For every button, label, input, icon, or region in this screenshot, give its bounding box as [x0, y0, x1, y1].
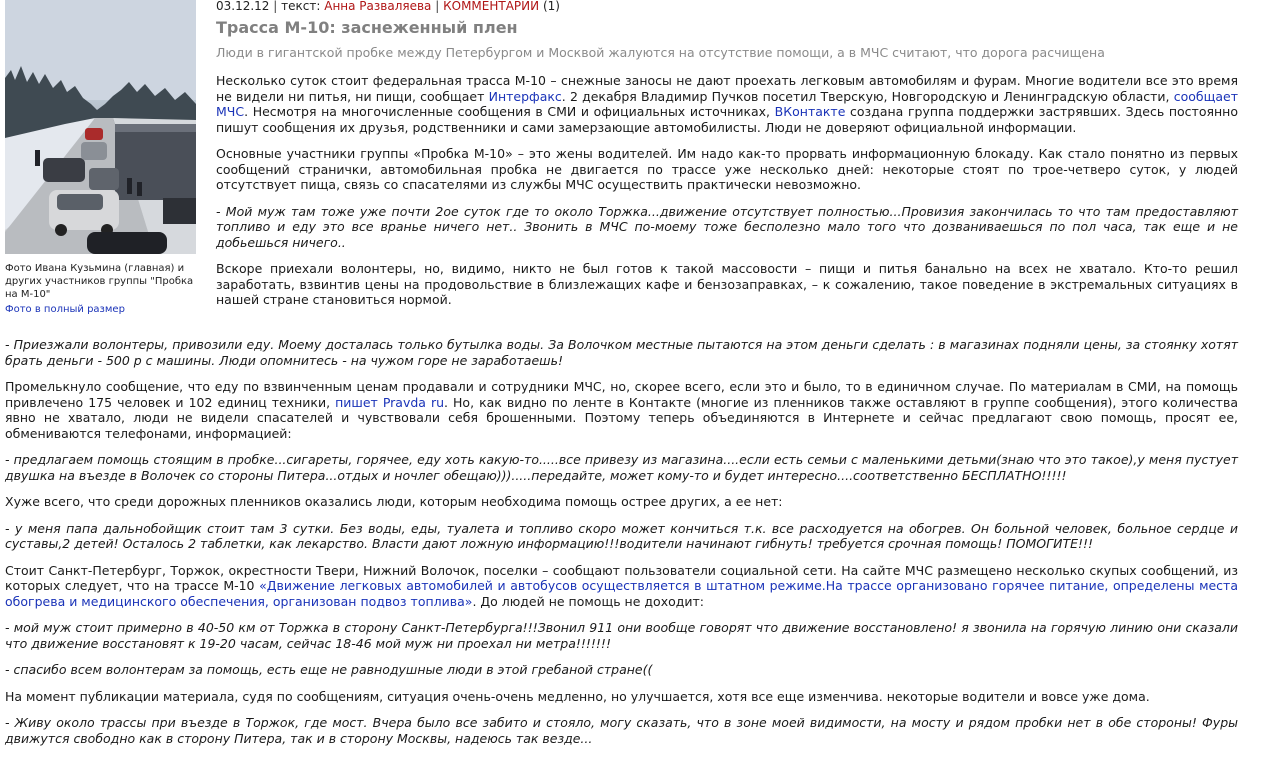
comments-link[interactable]: КОММЕНТАРИИ: [443, 0, 540, 13]
quote-2: - Приезжали волонтеры, привозили еду. Моему досталась только бутылка воды. За Волочком местные пытаются на этом деньги сделать : в магазинах подняли цены, за стоянку хотят брать деньги - 500 р с машины. Люди опомнитесь - на чужом горе не заработаешь!: [5, 337, 1238, 368]
article-lead: Люди в гигантской пробке между Петербургом и Москвой жалуются на отсутствие помощи, а в МЧС считают, что дорога расчищена: [216, 45, 1105, 60]
article-title: Трасса М-10: заснеженный плен: [216, 18, 518, 37]
article-photo[interactable]: [5, 0, 196, 254]
article-date: 03.12.12: [216, 0, 270, 13]
meta-separator: |: [273, 0, 278, 13]
photo-caption: [5, 262, 197, 316]
mchs-quote-link[interactable]: «Движение легковых автомобилей и автобусов осуществляется в штатном режиме.На трассе организовано горячее питание, определены места обогрева и медицинского обеспечения, организован подвоз топлива»: [5, 578, 1238, 609]
quote-7: - Живу около трассы при въезде в Торжок, где мост. Вчера было все забито и стояло, могу сказать, что в зоне моей видимости, на мосту и рядом пробки нет в обе стороны! Фуры движутся свободно как в сторону Питера, так и в сторону Москвы, надеюсь так везде...: [5, 715, 1238, 746]
quote-5: - мой муж стоит примерно в 40-50 км от Торжка в сторону Санкт-Петербурга!!!Звонил 911 они вообще говорят что движение восстановлено! я звонила на горячую линию они сказали что движение восстановят к 19-20 часам, сейчас 18-46 мой муж ни проехал ни метра!!!!!!!: [5, 620, 1238, 651]
photo-caption-text: Фото Ивана Кузьмина (главная) и других участников группы "Пробка на М-10": [5, 263, 194, 300]
mchs-report-link[interactable]: сообщает МЧС: [216, 88, 1239, 119]
full-size-photo-link[interactable]: Фото в полный размер: [5, 304, 125, 315]
text-label: текст:: [281, 0, 321, 13]
paragraph-6: Стоит Санкт-Петербург, Торжок, окрестности Твери, Нижний Волочок, поселки – сообщают пользователи социальной сети. На сайте МЧС размещено несколько скупых сообщений, из которых следует, что на трассе М-10 «Движение легковых автомобилей и автобусов осуществляется в штатном режиме.На трассе организовано горячее питание, определены места обогрева и медицинского обеспечения, организован подвоз топлива». До людей не помощь не доходит:: [5, 562, 1238, 609]
paragraph-3: Вскоре приехали волонтеры, но, видимо, никто не был готов к такой массовости – пищи и питья банально на всех не хватало. Кто-то решил заработать, взвинтив цены на продовольствие в близлежащих кафе и бензозаправках, – к сожалению, такое поведение в экстремальных ситуациях в нашей стране становиться нормой.: [216, 261, 1238, 307]
author-link[interactable]: Анна Разваляева: [324, 0, 432, 13]
comments-count: (1): [542, 0, 560, 13]
meta-separator: |: [435, 0, 440, 13]
paragraph-5: Хуже всего, что среди дорожных пленников оказались люди, которым необходима помощь острее других, а ее нет:: [5, 494, 783, 509]
article-content-wide: [5, 337, 1238, 757]
traffic-jam-photo-icon: [5, 0, 196, 254]
pravda-link[interactable]: пишет Pravda ru: [335, 394, 445, 410]
quote-6: - спасибо всем волонтерам за помощь, есть еще не равнодушные люди в этой гребаной стране((: [5, 662, 653, 677]
interfax-link[interactable]: Интерфакс: [488, 88, 562, 104]
quote-3: - предлагаем помощь стоящим в пробке...сигареты, горячее, еду хоть какую-то.....все привезу из магазина....если есть семьи с маленькими детьми(знаю что это такое),у меня пустует двушка на въезде в Волочек со стороны Питера...отдых и ночлег обещаю))).....передайте, может кому-то и будет интересно....соответственно БЕСПЛАТНО!!!!!: [5, 452, 1238, 483]
paragraph-2: Основные участники группы «Пробка М-10» – это жены водителей. Им надо как-то прорвать информационную блокаду. Как стало понятно из первых сообщений странички, автомобильная пробка не двигается по трассе уже несколько дней: некоторые стоят по трое-четверо суток, у людей отсутствует пища, связь со спасателями из службы МЧС осуществить практически невозможно.: [216, 146, 1238, 192]
photo-column: [5, 0, 197, 316]
paragraph-7: На момент публикации материала, судя по сообщениям, ситуация очень-очень медленно, но улучшается, хотя все еще изменчива. некоторые водители и вовсе уже дома.: [5, 688, 1150, 704]
paragraph-4: Промелькнуло сообщение, что еду по взвинченным ценам продавали и сотрудники МЧС, но, скорее всего, если это и было, то в единичном случае. По материалам в СМИ, на помощь привлечено 175 человек и 102 единиц техники, пишет Pravda ru. Но, как видно по ленте в Контакте (многие из пленников также оставляют в группе сообщения), этого количества явно не хватало, люди не видели спасателей и чувствовали себя брошенными. Поэтому теперь объединяются в Интернете и сейчас предлагают свою помощь, просят ее, обмениваются телефонами, информацией:: [5, 379, 1238, 441]
quote-4: - у меня папа дальнобойщик стоит там 3 сутки. Без воды, еды, туалета и топливо скоро может кончиться т.к. все расходуется на обогрев. Он больной человек, больное сердце и суставы,2 детей! Осталось 2 таблетки, как лекарство. Власти дают ложную информацию!!!водители начинают гибнуть! требуется срочная помощь! ПОМОГИТЕ!!!: [5, 520, 1238, 551]
article-meta: [216, 0, 1238, 13]
paragraph-1: Несколько суток стоит федеральная трасса М-10 – снежные заносы не дают проехать легковым автомобилям и фурам. Многие водители все это время не видели ни питья, ни пищи, сообщает Интерфакс. 2 декабря Владимир Пучков посетил Тверскую, Новгородскую и Ленинградскую области, сообщает МЧС. Несмотря на многочисленные сообщения в СМИ и официальных источниках, ВКонтакте создана группа поддержки застрявших. Здесь постоянно пишут сообщения их друзья, родственники и сами замерзающие автомобилисты. Люди не доверяют официальной информации.: [216, 73, 1239, 135]
quote-1: - Мой муж там тоже уже почти 2ое суток где то около Торжка...движение отсутствует полностью...Провизия закончилась то что там предоставляют топливо и еду это все вранье ничего нет.. Звонить в МЧС по-моему тоже бесполезно мало того что дозваниваешься по пол часа, так еще и не добьешься ничего..: [216, 203, 1238, 250]
vkontakte-link[interactable]: ВКонтакте: [774, 104, 846, 119]
article-content: [216, 0, 1238, 319]
